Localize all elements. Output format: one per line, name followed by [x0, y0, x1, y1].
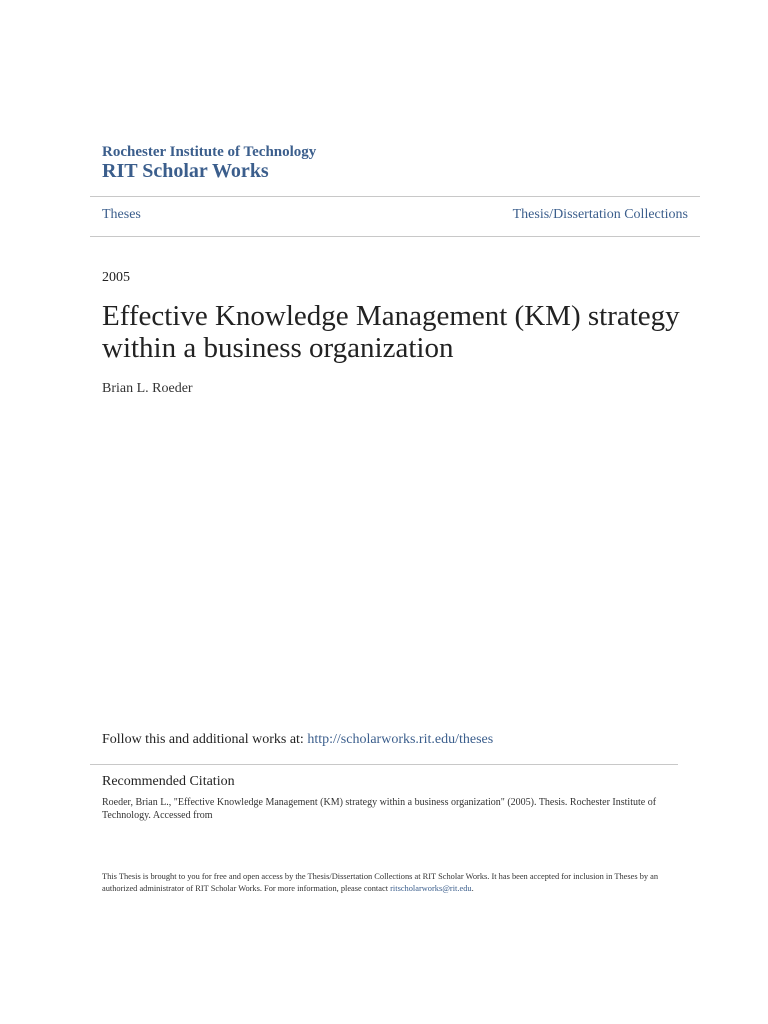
theses-link[interactable]: Theses — [102, 207, 141, 222]
citation-heading: Recommended Citation — [102, 774, 235, 789]
access-notice — [102, 871, 677, 895]
collections-link[interactable]: Thesis/Dissertation Collections — [512, 207, 688, 222]
follow-line — [102, 732, 493, 748]
contact-email-link[interactable]: ritscholarworks@rit.edu — [390, 884, 472, 893]
divider-top — [90, 196, 700, 197]
author-name: Brian L. Roeder — [102, 381, 193, 396]
follow-prefix: Follow this and additional works at: — [102, 732, 308, 747]
publication-year: 2005 — [102, 270, 130, 285]
access-notice-text: This Thesis is brought to you for free and open access by the Thesis/Dissertation Collections at RIT Scholar Works. It has been accepted for inclusion in Theses by an authorized administrator of RIT Scholar Works. For more information, please contact — [102, 872, 659, 893]
citation-text: Roeder, Brian L., "Effective Knowledge Management (KM) strategy within a business organization" (2005). Thesis. Rochester Institute of Technology. Accessed from — [102, 797, 657, 821]
theses-url-link[interactable]: http://scholarworks.rit.edu/theses — [307, 732, 494, 747]
divider-nav — [90, 236, 700, 237]
divider-citation — [90, 764, 678, 765]
access-notice-suffix: . — [471, 884, 474, 893]
institution-name: Rochester Institute of Technology — [102, 144, 317, 160]
repository-link[interactable]: RIT Scholar Works — [102, 160, 269, 182]
document-title: Effective Knowledge Management (KM) strategy within a business organization — [102, 300, 680, 364]
